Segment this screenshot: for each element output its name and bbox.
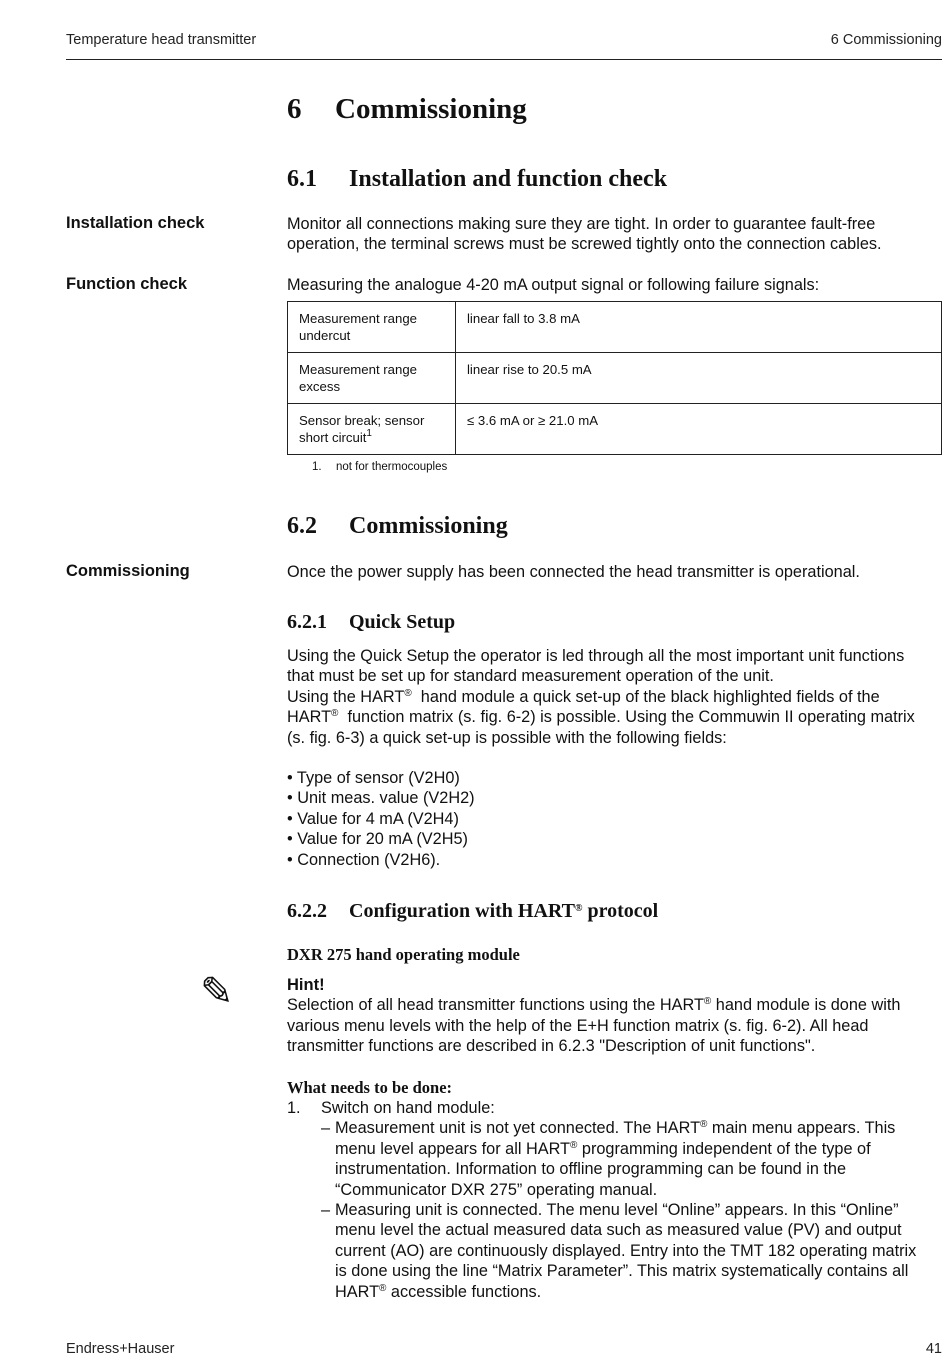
text-line: HART® function matrix (s. fig. 6-2) is possible. Using the Commuwin II operating matrix: [287, 708, 915, 727]
text-line: (s. fig. 6-3) a quick set-up is possible with the following fields:: [287, 728, 727, 747]
section-title: Installation and function check: [349, 166, 668, 192]
footer-brand: Endress+Hauser: [66, 1341, 175, 1357]
chapter-number: 6: [287, 93, 302, 125]
text-line: Using the Quick Setup the operator is led through all the most important unit functions: [287, 647, 905, 665]
section-number: 6.2.1: [287, 611, 327, 633]
text-line: HART® accessible functions.: [335, 1282, 542, 1301]
step-details: [287, 1118, 947, 1302]
text-line: – Measurement unit is not yet connected. The HART® main menu appears. This: [321, 1119, 896, 1138]
footnote-marker: 1: [366, 428, 372, 439]
table-cell-condition: Measurement range undercut: [288, 302, 456, 353]
table-footnote: [312, 461, 447, 473]
text-line: Using the HART® hand module a quick set-up of the black highlighted fields of the: [287, 687, 880, 706]
todo-heading: What needs to be done:: [287, 1078, 453, 1097]
text-line: menu level the actual measured data such as measured value (PV) and output: [335, 1221, 902, 1240]
function-check-label: Function check: [66, 275, 188, 293]
table-row: [288, 404, 942, 455]
table-row: [288, 302, 942, 353]
text-line: transmitter functions are described in 6.2.3 "Description of unit functions".: [287, 1037, 816, 1056]
footnote-number: 1.: [312, 461, 322, 473]
step-number: 1.: [287, 1099, 301, 1117]
table-cell-condition: Measurement range excess: [288, 353, 456, 404]
text-line: Monitor all connections making sure they are tight. In order to guarantee fault-free: [287, 215, 876, 233]
installation-check-label: Installation check: [66, 214, 205, 232]
table-cell-condition: Sensor break; sensor short circuit$^1$: [288, 404, 456, 455]
installation-check-text: [287, 214, 947, 255]
table-cell-signal: ≤ 3.6 mA or ≥ 21.0 mA: [456, 404, 942, 455]
pencil-icon: ✎: [200, 970, 234, 1014]
header-rule: [66, 59, 942, 60]
list-item: • Connection (V2H6).: [287, 850, 441, 869]
table-cell-signal: linear rise to 20.5 mA: [456, 353, 942, 404]
section-title: Commissioning: [349, 513, 508, 539]
step-list: [287, 1098, 947, 1302]
hint-block: [287, 975, 947, 1057]
list-item: • Value for 20 mA (V2H5): [287, 830, 468, 849]
footnote-text: not for thermocouples: [336, 461, 448, 473]
text-line: instrumentation. Information to offline programming can be found in the: [335, 1160, 847, 1179]
table-cell-signal: linear fall to 3.8 mA: [456, 302, 942, 353]
failure-signals-table: [287, 301, 942, 455]
list-item: • Type of sensor (V2H0): [287, 769, 460, 787]
section-6-1-heading: [287, 166, 667, 193]
list-item: • Value for 4 mA (V2H4): [287, 809, 459, 828]
step-text: Switch on hand module:: [321, 1099, 495, 1117]
text-line: “Communicator DXR 275” operating manual.: [335, 1180, 658, 1199]
running-header-chapter: 6 Commissioning: [830, 32, 942, 48]
section-6-2-heading: [287, 513, 508, 540]
text-line: menu level appears for all HART® programming independent of the type of: [335, 1139, 871, 1158]
running-header-title: Temperature head transmitter: [66, 32, 257, 48]
page-number: 41: [925, 1341, 942, 1357]
quick-setup-field-list: [287, 768, 475, 870]
chapter-title: Commissioning: [335, 93, 527, 125]
function-check-intro: Measuring the analogue 4-20 mA output signal or following failure signals:: [287, 276, 820, 294]
section-number: 6.2: [287, 513, 317, 539]
text-line: – Measuring unit is connected. The menu level “Online” appears. In this “Online”: [321, 1201, 899, 1220]
chapter-heading: [287, 93, 527, 126]
quick-setup-text: [287, 646, 947, 748]
list-item: [287, 1098, 947, 1118]
text-line: operation, the terminal screws must be screwed tightly onto the connection cables.: [287, 235, 882, 254]
hint-label: Hint!: [287, 976, 325, 994]
table-row: [288, 353, 942, 404]
commissioning-text: Once the power supply has been connected the head transmitter is operational.: [287, 563, 860, 581]
section-title: Quick Setup: [349, 611, 456, 633]
text-line: that must be set up for standard measurement operation of the unit.: [287, 667, 774, 686]
dxr-subheading: DXR 275 hand operating module: [287, 945, 520, 964]
text-line: current (AO) are continuously displayed. Entry into the TMT 182 operating matrix: [335, 1241, 917, 1260]
section-number: 6.1: [287, 166, 317, 192]
section-number: 6.2.2: [287, 900, 327, 922]
list-item: • Unit meas. value (V2H2): [287, 789, 475, 808]
commissioning-label: Commissioning: [66, 562, 190, 580]
section-title: Configuration with HART® protocol: [349, 900, 659, 922]
text-line: Selection of all head transmitter functions using the HART® hand module is done with: [287, 996, 901, 1015]
section-6-2-1-heading: [287, 611, 455, 634]
section-6-2-2-heading: [287, 900, 658, 923]
text-line: various menu levels with the help of the E+H function matrix (s. fig. 6-2). All head: [287, 1016, 869, 1035]
text-line: is done using the line “Matrix Parameter”. This matrix systematically contains all: [335, 1262, 909, 1281]
